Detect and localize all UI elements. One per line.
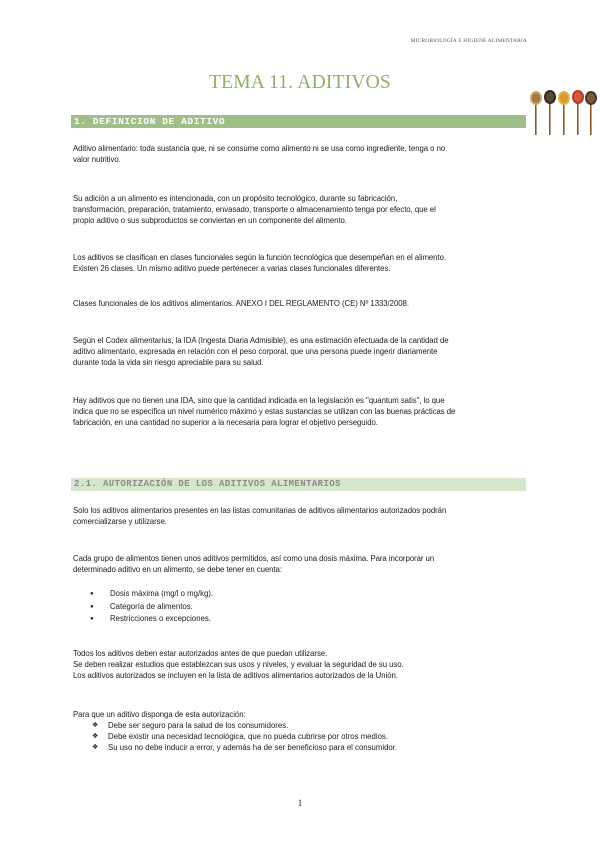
paragraph-classification: Los aditivos se clasifican en clases funcionales según la función tecnológica que desempeñan en el alimento. Existen 26 clases. Un mismo aditivo puede pertenecer a varias clases funcionales diferentes. <box>73 253 446 274</box>
requirements-list <box>92 720 397 754</box>
list-item: ● Categoría de alimentos. <box>90 601 213 614</box>
list-item: ● Restricciones o excepciones. <box>90 613 213 626</box>
section-heading-definicion: 1. DEFINICION DE ADITIVO <box>71 115 526 128</box>
paragraph-ida: Según el Codex alimentarius, la IDA (Ingesta Diaria Admisible), es una estimación efectuada de la cantidad de aditivo alimentario, expresada en relación con el peso corporal, que una persona puede ingerir diariamente durante toda la vida sin riesgo apreciable para su salud. <box>73 336 449 368</box>
diamond-bullet-icon: ❖ <box>92 733 99 741</box>
diamond-bullet-icon: ❖ <box>92 722 99 729</box>
section-heading-autorizacion: 2.1. AUTORIZACIÓN DE LOS ADITIVOS ALIMENTARIOS <box>71 478 526 491</box>
paragraph-food-groups: Cada grupo de alimentos tienen unos aditivos permitidos, así como una dosis máxima. Para incorporar un determinado aditivo en un alimento, se debe tener en cuenta: <box>73 554 435 575</box>
bullet-icon: ● <box>90 591 94 597</box>
page-title: TEMA 11. ADITIVOS <box>209 72 391 93</box>
page-number: 1 <box>297 798 303 808</box>
running-header: MICROBIOLOGÍA E HIGIENE ALIMENTARIA <box>410 38 527 44</box>
paragraph-definition: Aditivo alimentario: toda sustancia que, ni se consume como alimento ni se usa como ingrediente, tenga o no valor nutritivo. <box>73 144 446 165</box>
paragraph-purpose: Su adición a un alimento es intencionada, con un propósito tecnológico, durante su fabricación, transformación, preparación, tratamiento, envasado, transporte o almacenamiento tenga por efecto, que el propio aditivo o sus subproductos se conviertan en un componente del alimento. <box>73 194 436 226</box>
bullet-icon: ● <box>90 603 94 610</box>
paragraph-authorization-rules: Todos los aditivos deben estar autorizados antes de que puedan utilizarse. Se deben realizar estudios que establezcan sus usos y niveles, y evaluar la seguridad de su uso. Los aditivos autorizados se incluyen en la lista de aditivos alimentarios autorizados de la Unión. <box>73 649 404 681</box>
considerations-list <box>90 588 213 626</box>
paragraph-requirements-intro: Para que un aditivo disponga de esta autorización: <box>73 710 246 719</box>
diamond-bullet-icon: ❖ <box>92 744 99 752</box>
list-item: ❖ Debe existir una necesidad tecnológica, que no pueda cubrirse por otros medios. <box>92 732 388 742</box>
paragraph-quantum-satis: Hay aditivos que no tienen una IDA, sino que la cantidad indicada en la legislación es "quantum satis", lo que indica que no se especifica un nivel numérico máximo y estas sustancias se utilizan con las buenas prácticas de fabricación, en una cantidad no superior a la necesaria para lograr el objetivo perseguido. <box>73 396 456 428</box>
bullet-icon: ● <box>90 616 94 622</box>
spice-spoons-icon <box>526 89 598 135</box>
list-item: ❖ Debe ser seguro para la salud de los consumidores. <box>92 721 289 730</box>
paragraph-authorized-lists: Solo los aditivos alimentarios presentes en las listas comunitarias de aditivos alimentarios autorizados podrán comercializarse y utilizarse. <box>73 506 447 527</box>
list-item: ❖ Su uso no debe inducir a error, y además ha de ser beneficioso para el consumidor. <box>92 743 398 753</box>
paragraph-functional-classes: Clases funcionales de los aditivos alimentarios. ANEXO I DEL REGLAMENTO (CE) Nº 1333/2008. <box>73 299 409 308</box>
list-item: ● Dosis máxima (mg/l o mg/kg). <box>90 588 213 601</box>
